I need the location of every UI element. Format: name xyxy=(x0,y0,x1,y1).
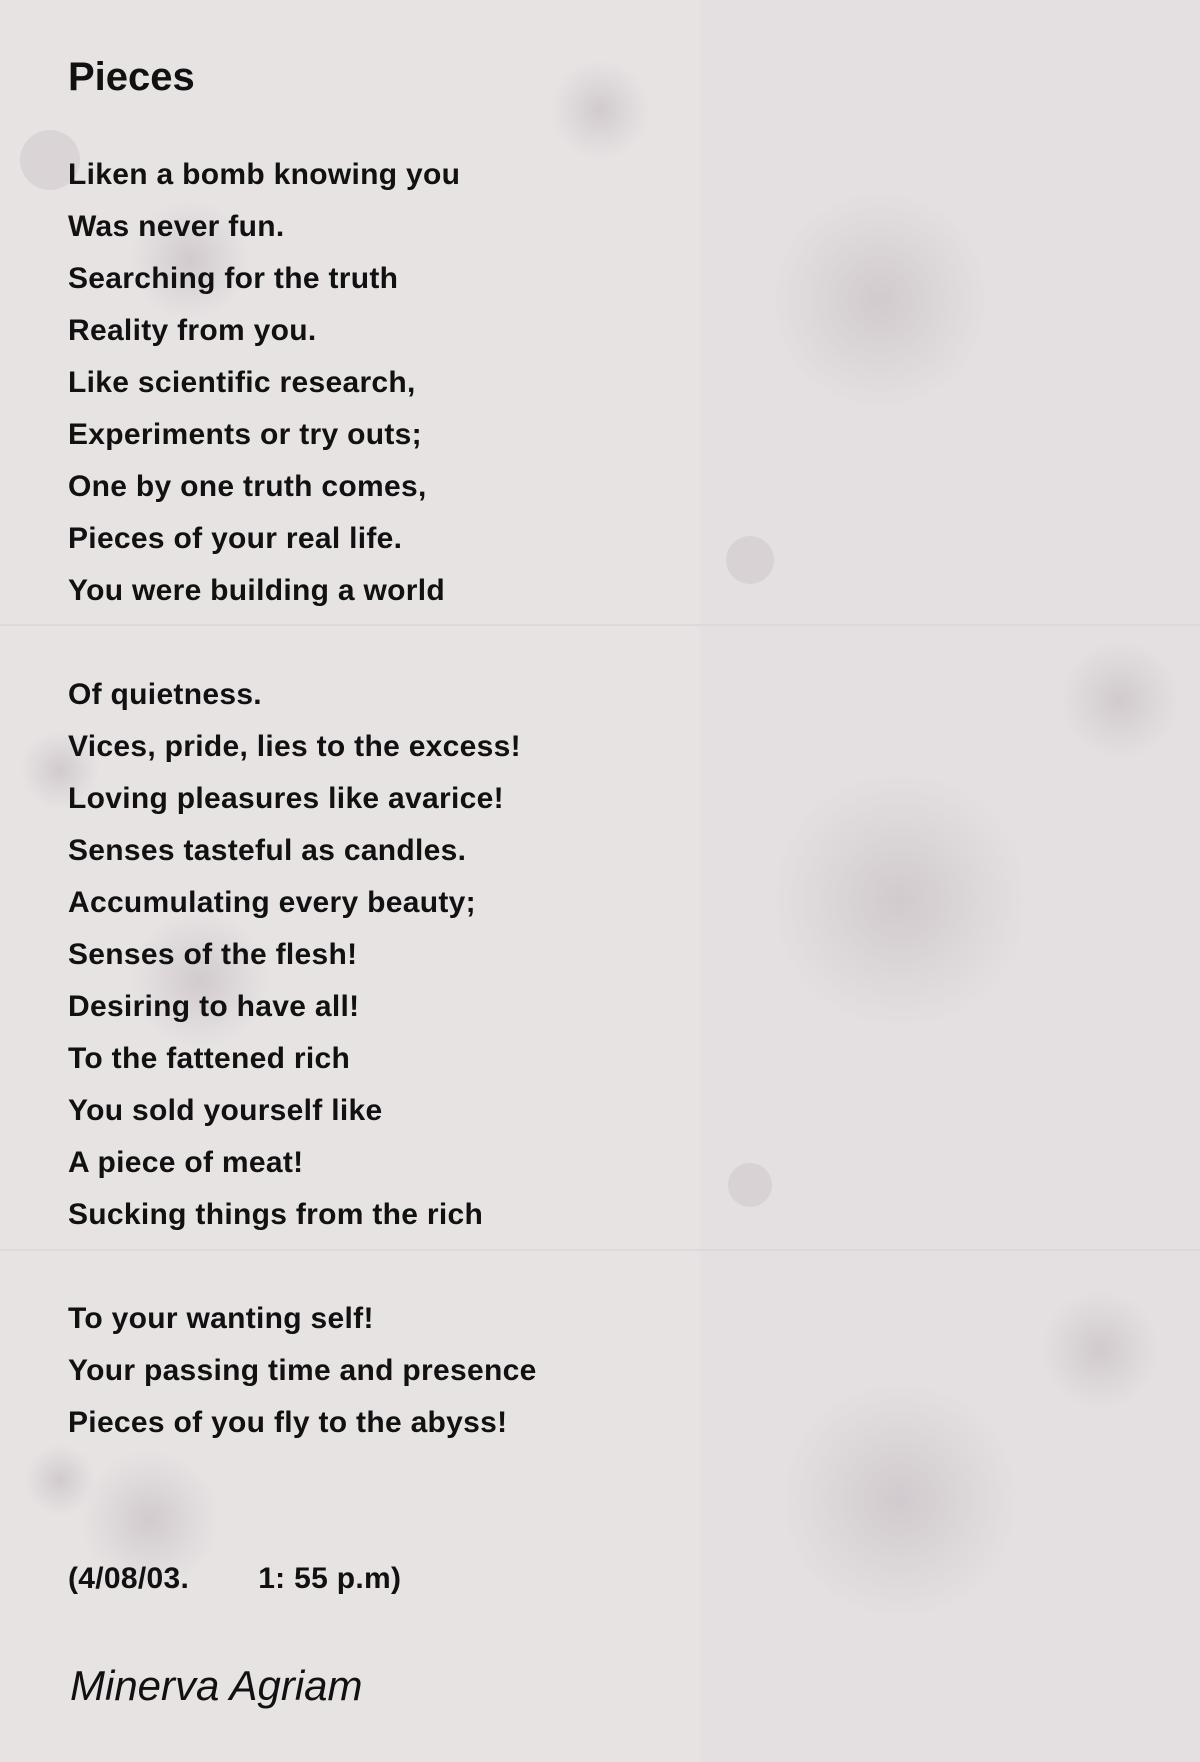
poem-line: Sucking things from the rich xyxy=(68,1198,484,1231)
poem-line: Searching for the truth xyxy=(68,262,399,295)
stanza-1 xyxy=(68,149,460,617)
poem-line: Senses of the flesh! xyxy=(68,938,358,971)
poem-line: Like scientific research, xyxy=(68,366,416,399)
stanza-3 xyxy=(68,1293,537,1449)
poem-line: One by one truth comes, xyxy=(68,470,427,503)
poem-line: Pieces of your real life. xyxy=(68,522,403,555)
poem-line: Experiments or try outs; xyxy=(68,418,422,451)
poem-line: To the fattened rich xyxy=(68,1042,351,1075)
poem-line: Loving pleasures like avarice! xyxy=(68,782,504,815)
poem-line: You sold yourself like xyxy=(68,1094,383,1127)
poem-line: Of quietness. xyxy=(68,678,262,711)
poem-line: Reality from you. xyxy=(68,314,317,347)
poem-dateline: (4/08/03. 1: 55 p.m) xyxy=(68,1562,402,1595)
poem-line: To your wanting self! xyxy=(68,1302,374,1335)
poem-line: You were building a world xyxy=(68,574,445,607)
poem-line: Pieces of you fly to the abyss! xyxy=(68,1406,508,1439)
poem-line: Your passing time and presence xyxy=(68,1354,537,1387)
poem-line: Liken a bomb knowing you xyxy=(68,158,461,191)
stanza-2 xyxy=(68,669,521,1241)
author-signature: Minerva Agriam xyxy=(70,1662,363,1709)
poem-title: Pieces xyxy=(68,55,195,99)
poem-line: Accumulating every beauty; xyxy=(68,886,476,919)
poem-line: Desiring to have all! xyxy=(68,990,360,1023)
poem-line: A piece of meat! xyxy=(68,1146,304,1179)
poem-line: Senses tasteful as candles. xyxy=(68,834,467,867)
poem-line: Vices, pride, lies to the excess! xyxy=(68,730,521,763)
poem-line: Was never fun. xyxy=(68,210,285,243)
